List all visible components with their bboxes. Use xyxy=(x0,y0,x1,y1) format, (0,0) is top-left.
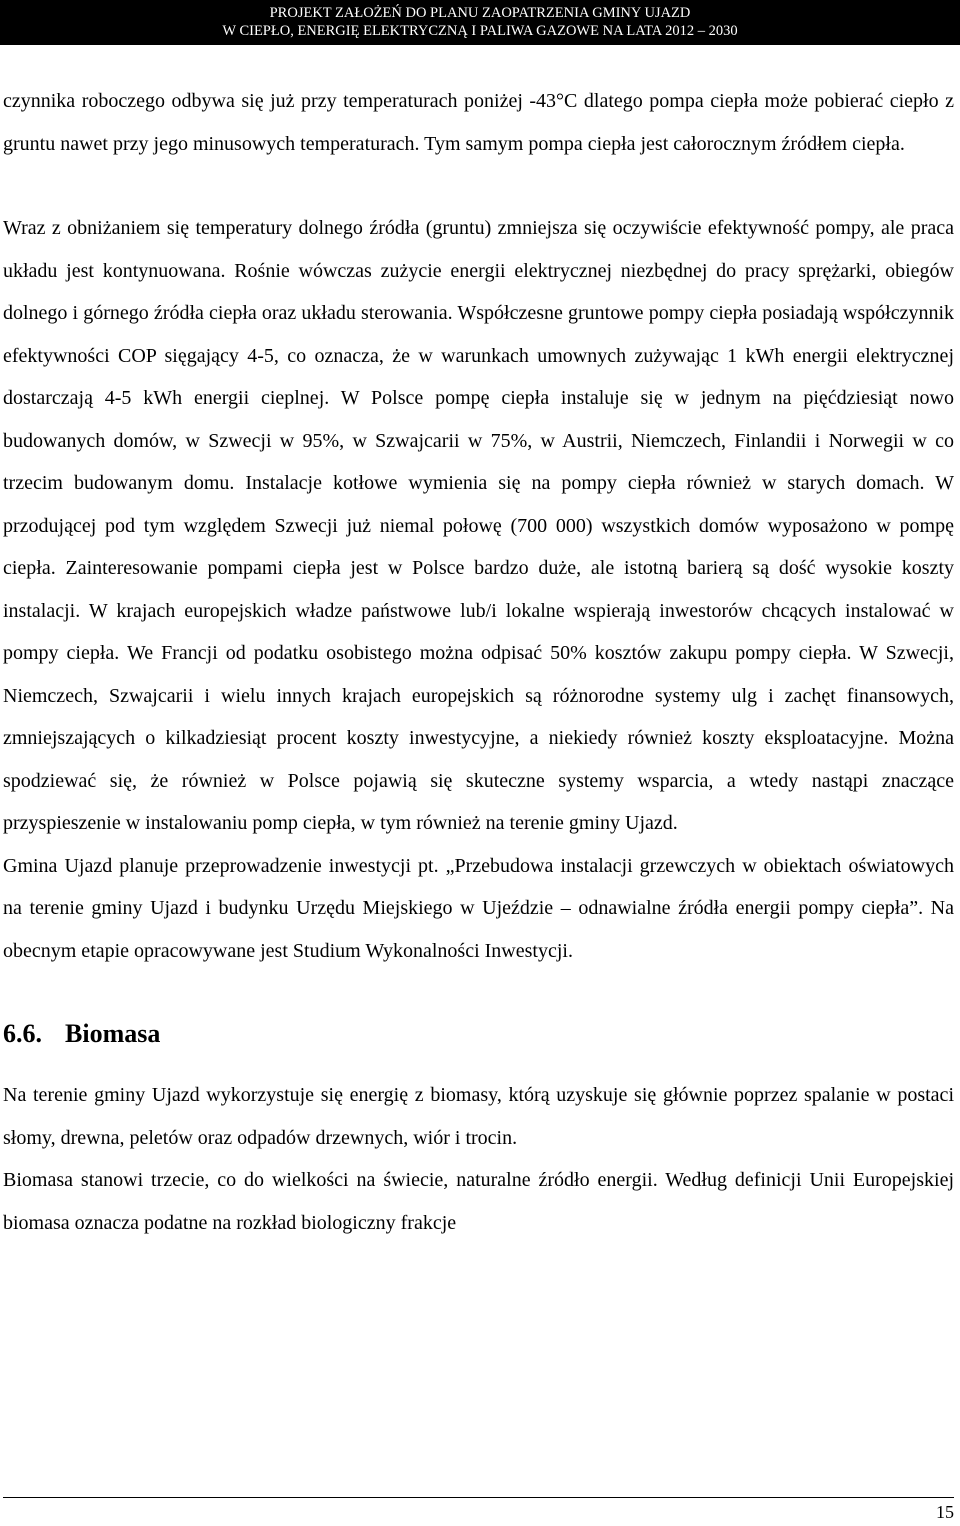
section-heading xyxy=(3,1018,954,1050)
section-title: Biomasa xyxy=(65,1019,161,1048)
page-number: 15 xyxy=(936,1502,954,1522)
document-body xyxy=(3,80,954,1244)
paragraph-biomass-definition: Biomasa stanowi trzecie, co do wielkości na świecie, naturalne źródło energii. Według definicji Unii Europejskiej biomasa oznacza podatne na rozkład biologiczny frakcje xyxy=(3,1169,954,1234)
document-header xyxy=(0,0,960,45)
paragraph-heat-pump-intro: czynnika roboczego odbywa się już przy temperaturach poniżej -43°C dlatego pompa ciepła może pobierać ciepło z gruntu nawet przy jego minusowych temperaturach. Tym samym pompa ciepła jest całorocznym źródłem ciepła. xyxy=(3,90,954,155)
footer-divider xyxy=(3,1497,954,1498)
paragraph-ujazd-investment: Gmina Ujazd planuje przeprowadzenie inwestycji pt. „Przebudowa instalacji grzewczych w obiektach oświatowych na terenie gminy Ujazd i budynku Urzędu Miejskiego w Ujeździe – odnawialne źródła energii pompy ciepła”. Na obecnym etapie opracowywane jest Studium Wykonalności Inwestycji. xyxy=(3,854,954,962)
paragraph-heat-pump-efficiency: Wraz z obniżaniem się temperatury dolnego źródła (gruntu) zmniejsza się oczywiście efektywność pompy, ale praca układu jest kontynuowana. Rośnie wówczas zużycie energii elektrycznej niezbędnej do pracy sprężarki, obiegów dolnego i górnego źródła ciepła oraz układu sterowania. Współczesne gruntowe pompy ciepła posiadają współczynnik efektywności COP sięgający 4-5, co oznacza, że w warunkach umownych zużywając 1 kWh energii elektrycznej dostarczają 4-5 kWh energii cieplnej. W Polsce pompę ciepła instaluje się w jednym na pięćdziesiąt nowo budowanych domów, w Szwecji w 95%, w Szwajcarii w 75%, w Austrii, Niemczech, Finlandii i Norwegii w co trzecim budowanym domu. Instalacje kotłowe wymienia się na pompy ciepła również w starych domach. W przodującej pod tym względem Szwecji już niemal połowę (700 000) wszystkich domów wyposażono w pompę ciepła. Zainteresowanie pompami ciepła jest w Polsce bardzo duże, ale istotną barierą są dość wysokie koszty instalacji. W krajach europejskich władze państwowe lub/i lokalne wspierają inwestorów chcących instalować w pompy ciepła. We Francji od podatku osobistego można odpisać 50% kosztów zakupu pompy ciepła. W Szwecji, Niemczech, Szwajcarii i wielu innych krajach europejskich są różnorodne systemy ulg i zachęt finansowych, zmniejszających o kilkadziesiąt procent koszty inwestycyjne, a niekiedy również koszty eksploatacyjne. Można spodziewać się, że również w Polsce pojawią się skuteczne systemy wsparcia, a wtedy nastąpi znaczące przyspieszenie w instalowaniu pomp ciepła, w tym również na terenie gminy Ujazd. xyxy=(3,217,954,834)
header-title-line-2: W CIEPŁO, ENERGIĘ ELEKTRYCZNĄ I PALIWA GAZOWE NA LATA 2012 – 2030 xyxy=(222,23,738,39)
header-title-line-1: PROJEKT ZAŁOŻEŃ DO PLANU ZAOPATRZENIA GMINY UJAZD xyxy=(269,5,691,21)
paragraph-biomass-usage: Na terenie gminy Ujazd wykorzystuje się energię z biomasy, którą uzyskuje się głównie poprzez spalanie w postaci słomy, drewna, peletów oraz odpadów drzewnych, wiór i trocin. xyxy=(3,1084,954,1149)
section-number: 6.6. xyxy=(3,1019,42,1048)
